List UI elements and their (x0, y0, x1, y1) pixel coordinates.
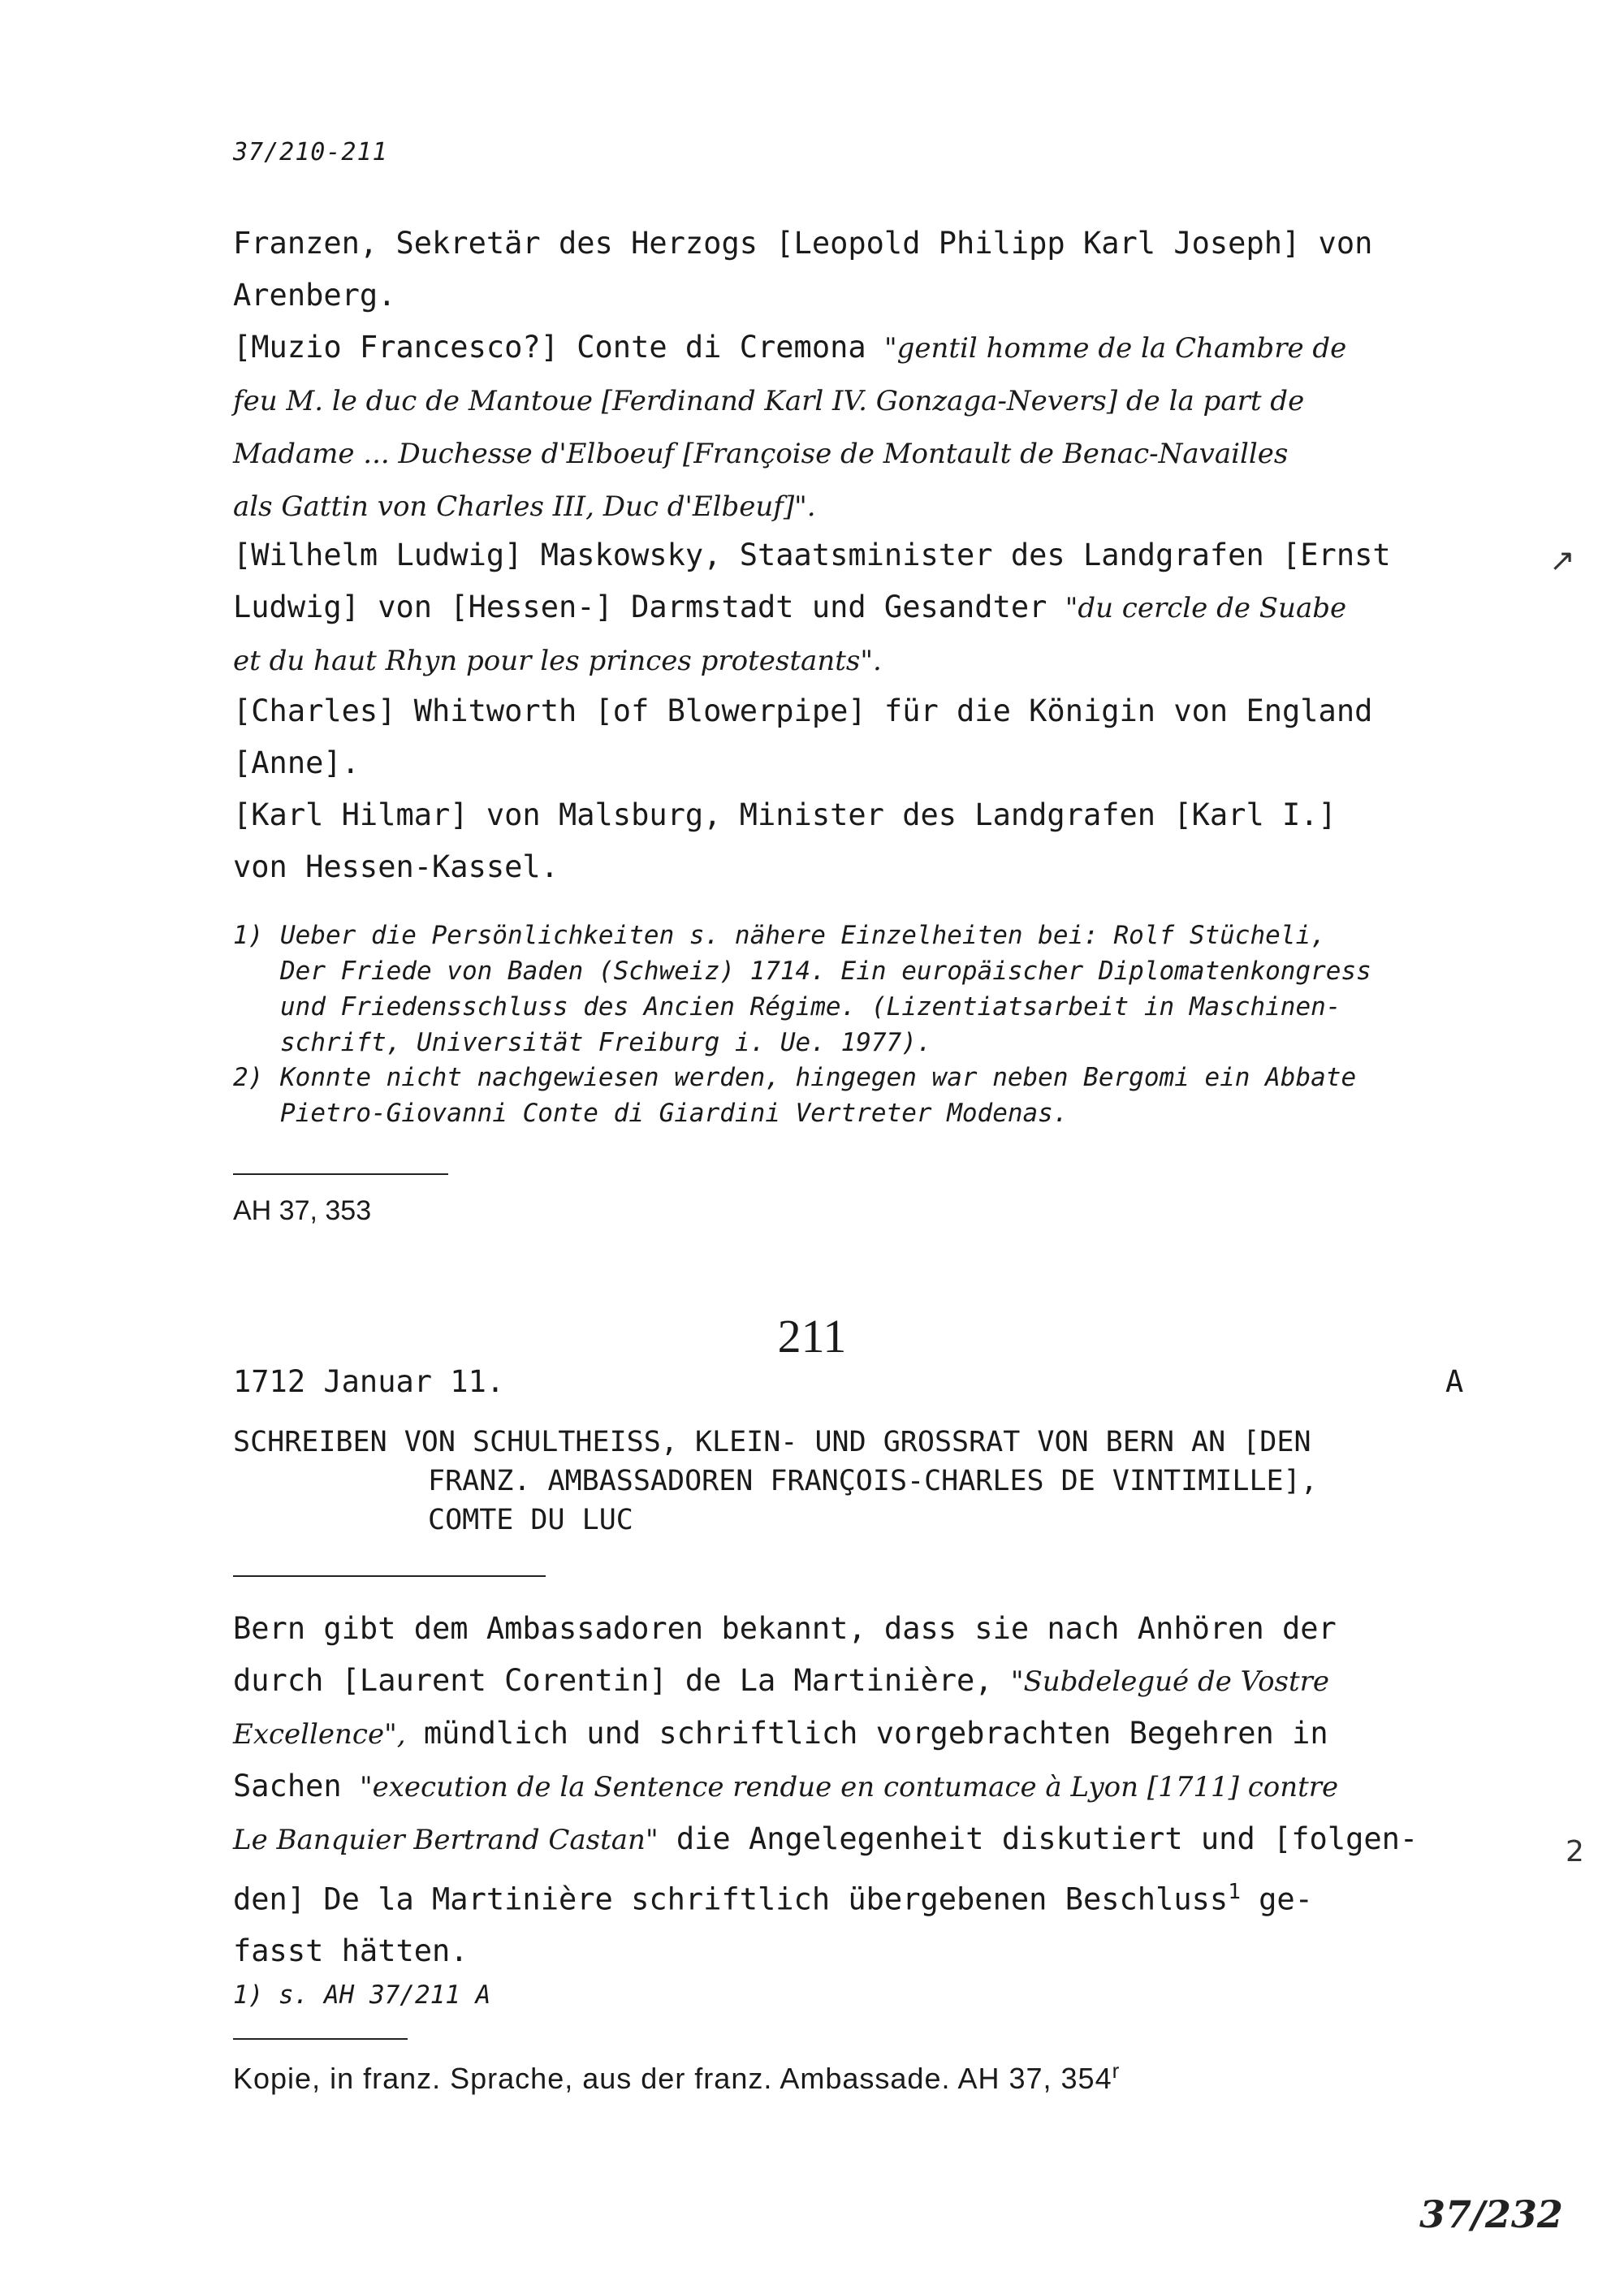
footnote-marker: 1 (1228, 1880, 1241, 1904)
entry-whitworth (233, 685, 1500, 789)
source-text: Kopie, in franz. Sprache, aus der franz. Ambassade. AH 37, 354 (233, 2062, 1112, 2095)
entry-malsburg (233, 789, 1500, 893)
entry-cremona (233, 322, 1500, 533)
body-italic: "Subdelegué de Vostre (1010, 1665, 1330, 1698)
footnote-number: 1) (233, 921, 264, 950)
source-superscript: r (1112, 2058, 1121, 2083)
entry-line: [Karl Hilmar] von Malsburg, Minister des Landgrafen [Karl I.] (233, 797, 1337, 832)
body-italic: Le Banquier Bertrand Castan" (233, 1824, 659, 1856)
divider-rule (233, 2038, 408, 2040)
document-date: 1712 Januar 11. (233, 1364, 505, 1399)
body-italic: Excellence", (233, 1718, 406, 1751)
footnote-line: Konnte nicht nachgewiesen werden, hingegen war neben Bergomi ein Abbate (280, 1063, 1357, 1092)
entry-line: Ludwig] von [Hessen-] Darmstadt und Gesandter (233, 590, 1065, 624)
footnote-line: Der Friede von Baden (Schweiz) 1714. Ein europäischer Diplomatenkongress (280, 957, 1371, 986)
entry-line-italic: "du cercle de Suabe (1065, 592, 1347, 624)
footnote-2 (233, 1060, 1500, 1131)
entry-line: [Wilhelm Ludwig] Maskowsky, Staatsminister des Landgrafen [Ernst (233, 538, 1391, 572)
entry-line: von Hessen-Kassel. (233, 849, 559, 884)
document-title (233, 1423, 1484, 1540)
body-line: durch [Laurent Corentin] de La Martinière, (233, 1663, 1011, 1698)
footnote-1 (233, 918, 1500, 1060)
entry-franzen (233, 218, 1500, 322)
footnote-line: Pietro-Giovanni Conte di Giardini Vertreter Modenas. (280, 1099, 1069, 1128)
body-line: Sachen (233, 1769, 360, 1803)
title-line: COMTE DU LUC (428, 1504, 633, 1536)
entry-line: Franzen, Sekretär des Herzogs [Leopold Philipp Karl Joseph] von (233, 226, 1373, 261)
body-line: Bern gibt dem Ambassadoren bekannt, dass sie nach Anhören der (233, 1611, 1337, 1646)
footnote-number: 2) (233, 1063, 264, 1092)
body-line: mündlich und schriftlich vorgebrachten Begehren in (405, 1716, 1328, 1751)
body-line: fasst hätten. (233, 1933, 469, 1969)
archive-folio-stamp: 37/232 (1419, 2192, 1563, 2236)
divider-rule (233, 1575, 546, 1577)
entry-line-italic: feu M. le duc de Mantoue [Ferdinand Karl IV. Gonzaga-Nevers] de la part de (233, 385, 1305, 417)
footnote-line: schrift, Universität Freiburg i. Ue. 1977). (280, 1028, 932, 1057)
document-number: 211 (777, 1310, 847, 1363)
margin-arrow-mark: ↗ (1549, 542, 1575, 578)
entry-line: [Charles] Whitworth [of Blowerpipe] für die Königin von England (233, 693, 1373, 728)
margin-number-mark: 2 (1566, 1835, 1584, 1868)
entry-line-italic: "gentil homme de la Chambre de (883, 332, 1347, 365)
entry-line: Arenberg. (233, 278, 396, 313)
entry-maskowsky (233, 529, 1500, 687)
divider-rule (233, 1173, 448, 1175)
title-line: FRANZ. AMBASSADOREN FRANÇOIS-CHARLES DE VINTIMILLE], (428, 1465, 1318, 1497)
document-footnote: 1) s. AH 37/211 A (233, 1980, 491, 2010)
source-reference: AH 37, 353 (233, 1195, 372, 1226)
title-line: SCHREIBEN VON SCHULTHEISS, KLEIN- UND GROSSRAT VON BERN AN [DEN (233, 1426, 1311, 1458)
entry-line-italic: als Gattin von Charles III, Duc d'Elbeuf]". (233, 490, 816, 523)
entry-line: [Muzio Francesco?] Conte di Cremona (233, 330, 884, 365)
footnote-line: und Friedensschluss des Ancien Régime. (Lizentiatsarbeit in Maschinen- (280, 992, 1341, 1022)
body-line: ge- (1240, 1881, 1313, 1917)
footnote-line: Ueber die Persönlichkeiten s. nähere Einzelheiten bei: Rolf Stücheli, (280, 921, 1326, 950)
page-reference: 37/210-211 (233, 138, 388, 166)
document-grade: A (1445, 1364, 1464, 1399)
document-source (233, 2058, 1120, 2096)
entry-line-italic: et du haut Rhyn pour les princes protestants". (233, 645, 882, 677)
entry-line: [Anne]. (233, 745, 360, 780)
document-body (233, 1603, 1500, 1977)
body-line: die Angelegenheit diskutiert und [folgen- (658, 1821, 1419, 1856)
body-line: den] De la Martinière schriftlich übergebenen Beschluss (233, 1881, 1229, 1917)
entry-line-italic: Madame ... Duchesse d'Elboeuf [Françoise de Montault de Benac-Navailles (233, 438, 1289, 470)
body-italic: "execution de la Sentence rendue en contumace à Lyon [1711] contre (359, 1771, 1339, 1803)
